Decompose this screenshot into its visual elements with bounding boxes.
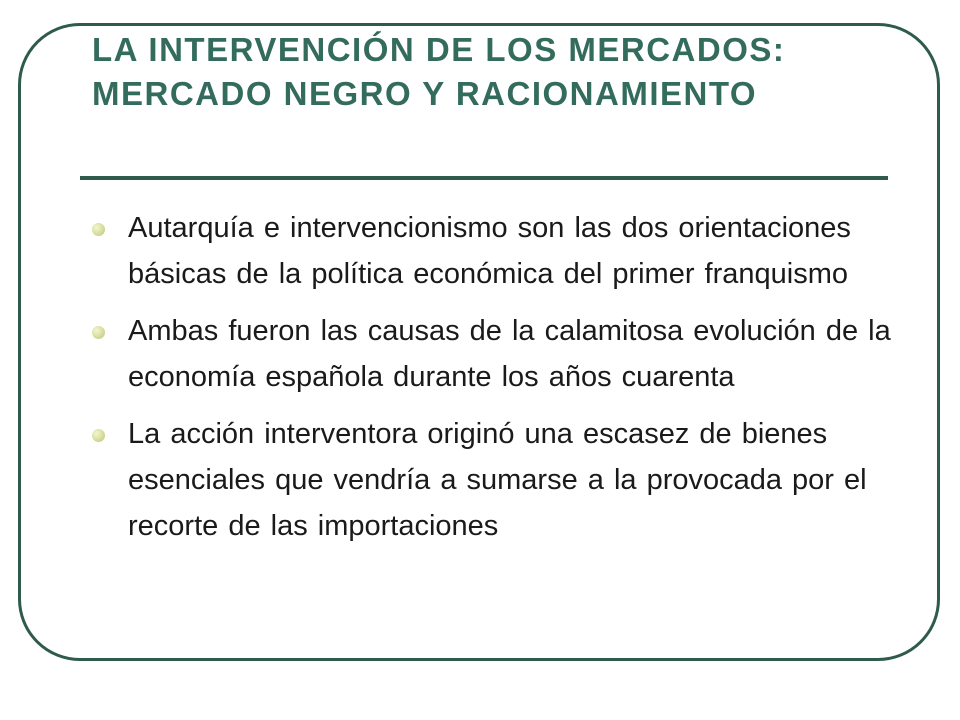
bullet-icon xyxy=(92,429,105,442)
list-item xyxy=(92,205,892,297)
bullet-text: La acción interventora originó una escasez de bienes esenciales que vendría a sumarse a la provocada por el recorte de las importaciones xyxy=(128,418,867,542)
list-item xyxy=(92,308,892,400)
bullet-icon xyxy=(92,223,105,236)
bullet-icon xyxy=(92,326,105,339)
title-divider xyxy=(80,176,888,180)
bullet-text: Ambas fueron las causas de la calamitosa evolución de la economía española durante los años cuarenta xyxy=(128,315,891,393)
list-item xyxy=(92,411,892,549)
bullet-text: Autarquía e intervencionismo son las dos orientaciones básicas de la política económica del primer franquismo xyxy=(128,212,851,290)
bullet-list xyxy=(92,205,892,560)
slide-title: LA INTERVENCIÓN DE LOS MERCADOS: MERCADO NEGRO Y RACIONAMIENTO xyxy=(92,31,786,112)
